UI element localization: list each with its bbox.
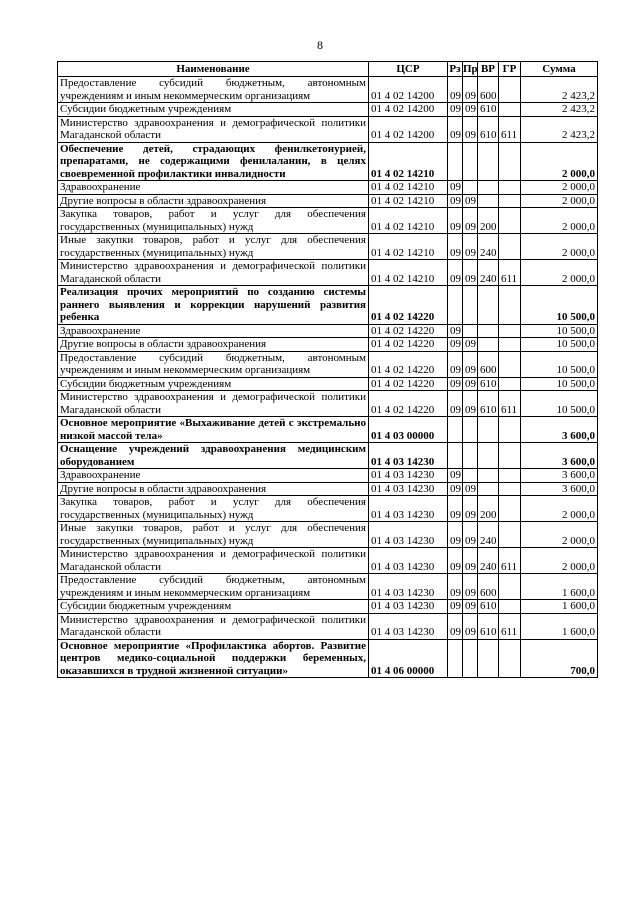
table-row xyxy=(58,443,598,469)
cell-pr: 09 xyxy=(463,574,478,600)
table-row xyxy=(58,194,598,208)
cell-sum: 2 000,0 xyxy=(521,260,598,286)
cell-vr: 200 xyxy=(478,208,499,234)
cell-pr xyxy=(463,417,478,443)
cell-name: Иные закупки товаров, работ и услуг для обеспечения государственных (муниципальных) нужд xyxy=(58,234,369,260)
cell-sum: 10 500,0 xyxy=(521,391,598,417)
cell-pr: 09 xyxy=(463,522,478,548)
cell-gr xyxy=(499,377,521,391)
cell-rz: 09 xyxy=(448,574,463,600)
header-sum: Сумма xyxy=(521,62,598,77)
table-row xyxy=(58,417,598,443)
cell-csr: 01 4 02 14220 xyxy=(369,324,448,338)
cell-name: Здравоохранение xyxy=(58,181,369,195)
table-row xyxy=(58,103,598,117)
cell-pr: 09 xyxy=(463,77,478,103)
cell-sum: 2 000,0 xyxy=(521,194,598,208)
cell-csr: 01 4 03 14230 xyxy=(369,613,448,639)
table-row xyxy=(58,260,598,286)
cell-name: Основное мероприятие «Выхаживание детей с экстремально низкой массой тела» xyxy=(58,417,369,443)
cell-gr xyxy=(499,351,521,377)
cell-pr xyxy=(463,324,478,338)
cell-pr: 09 xyxy=(463,260,478,286)
table-row xyxy=(58,377,598,391)
budget-table xyxy=(57,61,598,678)
cell-sum: 10 500,0 xyxy=(521,351,598,377)
cell-vr xyxy=(478,142,499,181)
cell-pr: 09 xyxy=(463,600,478,614)
cell-vr: 240 xyxy=(478,234,499,260)
cell-vr: 200 xyxy=(478,496,499,522)
table-row xyxy=(58,482,598,496)
cell-sum: 10 500,0 xyxy=(521,377,598,391)
cell-vr: 610 xyxy=(478,613,499,639)
cell-sum: 2 000,0 xyxy=(521,234,598,260)
cell-rz: 09 xyxy=(448,377,463,391)
cell-gr xyxy=(499,324,521,338)
header-name: Наименование xyxy=(58,62,369,77)
cell-sum: 3 600,0 xyxy=(521,469,598,483)
cell-sum: 3 600,0 xyxy=(521,417,598,443)
cell-gr xyxy=(499,77,521,103)
cell-vr xyxy=(478,286,499,325)
cell-rz: 09 xyxy=(448,600,463,614)
cell-pr: 09 xyxy=(463,548,478,574)
cell-vr: 610 xyxy=(478,116,499,142)
page-number: 8 xyxy=(317,38,323,52)
table-body xyxy=(58,77,598,678)
cell-vr: 240 xyxy=(478,522,499,548)
cell-vr xyxy=(478,443,499,469)
cell-sum: 2 000,0 xyxy=(521,142,598,181)
cell-name: Министерство здравоохранения и демографической политики Магаданской области xyxy=(58,116,369,142)
cell-gr xyxy=(499,417,521,443)
cell-rz xyxy=(448,417,463,443)
cell-vr xyxy=(478,417,499,443)
cell-gr xyxy=(499,208,521,234)
cell-pr xyxy=(463,286,478,325)
cell-rz: 09 xyxy=(448,260,463,286)
table-row xyxy=(58,469,598,483)
cell-rz: 09 xyxy=(448,496,463,522)
cell-pr xyxy=(463,443,478,469)
cell-csr: 01 4 06 00000 xyxy=(369,639,448,678)
cell-pr: 09 xyxy=(463,613,478,639)
cell-csr: 01 4 02 14210 xyxy=(369,260,448,286)
cell-csr: 01 4 02 14210 xyxy=(369,208,448,234)
cell-csr: 01 4 02 14200 xyxy=(369,77,448,103)
table-row xyxy=(58,496,598,522)
cell-gr xyxy=(499,574,521,600)
cell-pr xyxy=(463,469,478,483)
cell-gr xyxy=(499,181,521,195)
cell-csr: 01 4 03 14230 xyxy=(369,496,448,522)
cell-rz: 09 xyxy=(448,548,463,574)
cell-gr: 611 xyxy=(499,548,521,574)
header-pr: Пр xyxy=(463,62,478,75)
cell-pr: 09 xyxy=(463,234,478,260)
table-row xyxy=(58,574,598,600)
cell-name: Министерство здравоохранения и демографической политики Магаданской области xyxy=(58,548,369,574)
cell-name: Закупка товаров, работ и услуг для обеспечения государственных (муниципальных) нужд xyxy=(58,208,369,234)
cell-pr xyxy=(463,639,478,678)
cell-name: Здравоохранение xyxy=(58,469,369,483)
cell-sum: 2 423,2 xyxy=(521,116,598,142)
cell-rz: 09 xyxy=(448,208,463,234)
table-row xyxy=(58,338,598,352)
cell-vr xyxy=(478,639,499,678)
cell-vr: 240 xyxy=(478,548,499,574)
header-gr: ГР xyxy=(499,62,521,77)
table-row xyxy=(58,548,598,574)
table-row xyxy=(58,181,598,195)
cell-vr xyxy=(478,482,499,496)
cell-sum: 2 000,0 xyxy=(521,548,598,574)
cell-rz: 09 xyxy=(448,522,463,548)
table-row xyxy=(58,142,598,181)
cell-sum: 2 000,0 xyxy=(521,522,598,548)
cell-csr: 01 4 03 14230 xyxy=(369,443,448,469)
cell-rz: 09 xyxy=(448,77,463,103)
cell-vr xyxy=(478,181,499,195)
cell-sum: 2 000,0 xyxy=(521,208,598,234)
cell-gr xyxy=(499,194,521,208)
cell-vr: 600 xyxy=(478,574,499,600)
table-row xyxy=(58,286,598,325)
cell-name: Основное мероприятие «Профилактика абортов. Развитие центров медико-социальной поддержки беременных, оказавшихся в трудной жизненной ситуации» xyxy=(58,639,369,678)
cell-sum: 2 000,0 xyxy=(521,181,598,195)
cell-csr: 01 4 03 14230 xyxy=(369,548,448,574)
cell-vr: 610 xyxy=(478,600,499,614)
cell-csr: 01 4 02 14210 xyxy=(369,234,448,260)
table-row xyxy=(58,600,598,614)
cell-pr: 09 xyxy=(463,208,478,234)
cell-gr: 611 xyxy=(499,260,521,286)
cell-pr: 09 xyxy=(463,391,478,417)
cell-sum: 10 500,0 xyxy=(521,286,598,325)
table-row xyxy=(58,391,598,417)
cell-gr xyxy=(499,103,521,117)
cell-name: Субсидии бюджетным учреждениям xyxy=(58,600,369,614)
cell-name: Иные закупки товаров, работ и услуг для обеспечения государственных (муниципальных) нужд xyxy=(58,522,369,548)
cell-rz: 09 xyxy=(448,469,463,483)
cell-vr xyxy=(478,194,499,208)
cell-csr: 01 4 02 14220 xyxy=(369,338,448,352)
cell-gr xyxy=(499,443,521,469)
table-row xyxy=(58,613,598,639)
cell-csr: 01 4 02 14200 xyxy=(369,103,448,117)
cell-pr: 09 xyxy=(463,194,478,208)
cell-gr: 611 xyxy=(499,116,521,142)
cell-gr xyxy=(499,600,521,614)
cell-csr: 01 4 02 14220 xyxy=(369,351,448,377)
cell-pr: 09 xyxy=(463,338,478,352)
cell-csr: 01 4 02 14220 xyxy=(369,286,448,325)
cell-rz: 09 xyxy=(448,324,463,338)
cell-rz: 09 xyxy=(448,181,463,195)
header-rz: Рз xyxy=(449,62,461,75)
cell-csr: 01 4 03 14230 xyxy=(369,469,448,483)
cell-csr: 01 4 02 14200 xyxy=(369,116,448,142)
cell-vr: 610 xyxy=(478,391,499,417)
cell-rz: 09 xyxy=(448,338,463,352)
cell-name: Министерство здравоохранения и демографической политики Магаданской области xyxy=(58,391,369,417)
cell-name: Субсидии бюджетным учреждениям xyxy=(58,103,369,117)
cell-sum: 2 423,2 xyxy=(521,103,598,117)
cell-name: Предоставление субсидий бюджетным, автономным учреждениям и иным некоммерческим организациям xyxy=(58,77,369,103)
cell-sum: 3 600,0 xyxy=(521,443,598,469)
cell-rz: 09 xyxy=(448,234,463,260)
cell-gr xyxy=(499,469,521,483)
cell-pr: 09 xyxy=(463,377,478,391)
cell-rz: 09 xyxy=(448,391,463,417)
cell-gr xyxy=(499,142,521,181)
cell-csr: 01 4 02 14210 xyxy=(369,181,448,195)
cell-rz xyxy=(448,286,463,325)
cell-gr xyxy=(499,286,521,325)
cell-name: Субсидии бюджетным учреждениям xyxy=(58,377,369,391)
cell-vr: 610 xyxy=(478,103,499,117)
cell-sum: 1 600,0 xyxy=(521,613,598,639)
header-vr: ВР xyxy=(478,62,499,77)
cell-pr: 09 xyxy=(463,116,478,142)
cell-sum: 10 500,0 xyxy=(521,324,598,338)
cell-name: Министерство здравоохранения и демографической политики Магаданской области xyxy=(58,613,369,639)
table-row xyxy=(58,208,598,234)
cell-rz: 09 xyxy=(448,103,463,117)
cell-name: Министерство здравоохранения и демографической политики Магаданской области xyxy=(58,260,369,286)
cell-sum: 1 600,0 xyxy=(521,600,598,614)
cell-csr: 01 4 03 14230 xyxy=(369,600,448,614)
cell-name: Обеспечение детей, страдающих фенилкетонурией, препаратами, не содержащими фенилаланин, в целях своевременной профилактики инвалидности xyxy=(58,142,369,181)
cell-sum: 10 500,0 xyxy=(521,338,598,352)
cell-vr: 600 xyxy=(478,77,499,103)
cell-name: Предоставление субсидий бюджетным, автономным учреждениям и иным некоммерческим организациям xyxy=(58,574,369,600)
cell-csr: 01 4 03 14230 xyxy=(369,574,448,600)
cell-sum: 700,0 xyxy=(521,639,598,678)
cell-sum: 2 423,2 xyxy=(521,77,598,103)
cell-rz: 09 xyxy=(448,194,463,208)
cell-rz xyxy=(448,443,463,469)
cell-vr: 600 xyxy=(478,351,499,377)
cell-sum: 3 600,0 xyxy=(521,482,598,496)
table-row xyxy=(58,522,598,548)
cell-vr: 240 xyxy=(478,260,499,286)
cell-pr: 09 xyxy=(463,496,478,522)
table-row xyxy=(58,324,598,338)
cell-rz: 09 xyxy=(448,116,463,142)
cell-csr: 01 4 02 14210 xyxy=(369,142,448,181)
cell-gr: 611 xyxy=(499,613,521,639)
cell-vr xyxy=(478,338,499,352)
cell-sum: 2 000,0 xyxy=(521,496,598,522)
cell-name: Другие вопросы в области здравоохранения xyxy=(58,194,369,208)
cell-name: Другие вопросы в области здравоохранения xyxy=(58,482,369,496)
header-csr: ЦСР xyxy=(369,62,448,77)
cell-csr: 01 4 03 00000 xyxy=(369,417,448,443)
cell-name: Реализация прочих мероприятий по созданию системы раннего выявления и коррекции нарушений развития ребенка xyxy=(58,286,369,325)
cell-name: Здравоохранение xyxy=(58,324,369,338)
cell-gr xyxy=(499,639,521,678)
cell-pr xyxy=(463,181,478,195)
cell-gr xyxy=(499,496,521,522)
cell-csr: 01 4 03 14230 xyxy=(369,482,448,496)
cell-csr: 01 4 02 14220 xyxy=(369,377,448,391)
cell-csr: 01 4 02 14220 xyxy=(369,391,448,417)
cell-rz xyxy=(448,639,463,678)
cell-pr: 09 xyxy=(463,351,478,377)
table-row xyxy=(58,639,598,678)
table-row xyxy=(58,351,598,377)
cell-gr xyxy=(499,234,521,260)
table-row xyxy=(58,77,598,103)
cell-rz xyxy=(448,142,463,181)
cell-pr xyxy=(463,142,478,181)
cell-gr xyxy=(499,482,521,496)
cell-rz: 09 xyxy=(448,482,463,496)
cell-csr: 01 4 03 14230 xyxy=(369,522,448,548)
table-header-row xyxy=(58,62,598,77)
cell-pr: 09 xyxy=(463,103,478,117)
cell-sum: 1 600,0 xyxy=(521,574,598,600)
cell-vr xyxy=(478,469,499,483)
cell-name: Закупка товаров, работ и услуг для обеспечения государственных (муниципальных) нужд xyxy=(58,496,369,522)
cell-name: Предоставление субсидий бюджетным, автономным учреждениям и иным некоммерческим организациям xyxy=(58,351,369,377)
cell-gr xyxy=(499,338,521,352)
cell-vr: 610 xyxy=(478,377,499,391)
table-row xyxy=(58,234,598,260)
cell-name: Другие вопросы в области здравоохранения xyxy=(58,338,369,352)
cell-rz: 09 xyxy=(448,351,463,377)
cell-gr: 611 xyxy=(499,391,521,417)
cell-name: Оснащение учреждений здравоохранения медицинским оборудованием xyxy=(58,443,369,469)
cell-rz: 09 xyxy=(448,613,463,639)
cell-vr xyxy=(478,324,499,338)
cell-csr: 01 4 02 14210 xyxy=(369,194,448,208)
cell-gr xyxy=(499,522,521,548)
cell-pr: 09 xyxy=(463,482,478,496)
table-row xyxy=(58,116,598,142)
